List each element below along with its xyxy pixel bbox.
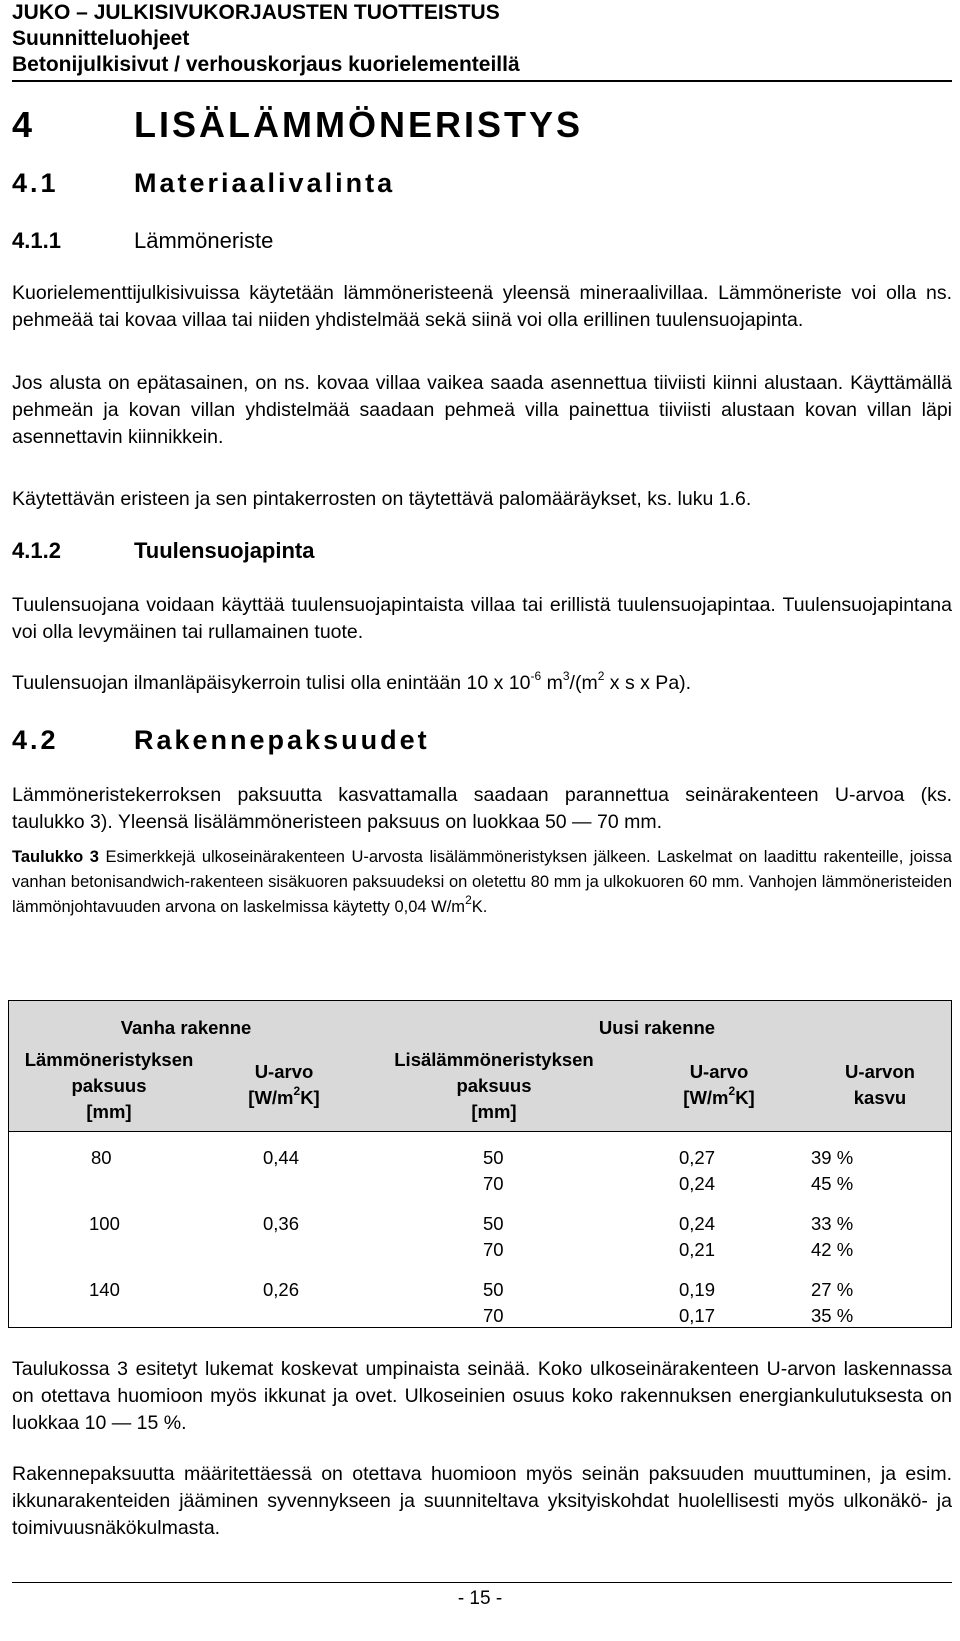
header-divider — [12, 80, 952, 82]
table-cell-new-u: 0,21 — [679, 1239, 716, 1260]
table-cell-added: 70 — [483, 1239, 504, 1260]
section-title: Materiaalivalinta — [134, 168, 396, 198]
table-cell-improvement: 42 % — [811, 1239, 854, 1260]
paragraph-table-notes: Taulukossa 3 esitetyt lukemat koskevat umpinaista seinää. Koko ulkoseinärakenteen U-arvon laskennassa on otettava huomioon myös ikkunat ja ovet. Ulkoseinien osuus koko rakennuksen energiankulutuksesta on luokkaa 10 — 15 %. — [12, 1358, 952, 1434]
table-cell-old-u: 0,26 — [263, 1279, 300, 1300]
table-cell-new-u: 0,24 — [679, 1173, 716, 1194]
section-number: 4.1 — [12, 168, 59, 198]
table-cell-old-u: 0,36 — [263, 1213, 300, 1234]
header-project-title: JUKO – JULKISIVUKORJAUSTEN TUOTTEISTUS — [12, 1, 500, 24]
table-cell-improvement: 35 % — [811, 1305, 854, 1326]
paragraph-uneven-surface: Jos alusta on epätasainen, on ns. kovaa villaa vaikea saada asennettua tiiviisti kiinni alustaan. Käyttämällä pehmeän ja kovan villan yhdistelmää saadaan pehmeä villa painettua tiiviisti alustaan kovan villan läpi asennettavin kiinnikkein. — [12, 372, 952, 448]
chapter-title: LISÄLÄMMÖNERISTYS — [134, 104, 584, 145]
subsection-heading-4-1-1 — [12, 228, 273, 254]
subsection-title: Lämmöneriste — [134, 228, 274, 253]
table-cell-added: 50 — [483, 1213, 504, 1234]
section-title: Rakennepaksuudet — [134, 725, 430, 755]
column-header-old-u-value: U-arvo $[W/m^2K]$ — [248, 1061, 320, 1108]
chapter-heading — [12, 104, 583, 146]
subsection-heading-4-1-2 — [12, 538, 314, 564]
table-cell-new-u: 0,17 — [679, 1305, 716, 1326]
subsection-title: Tuulensuojapinta — [134, 538, 315, 563]
subsection-number: 4.1.1 — [12, 228, 61, 253]
table-cell-added: 70 — [483, 1305, 504, 1326]
paragraph-wind-barrier: Tuulensuojana voidaan käyttää tuulensuojapintaista villaa tai erillistä tuulensuojapintaa. Tuulensuojapintana voi olla levymäinen tai rullamainen tuote. — [12, 594, 952, 643]
section-heading-4-1 — [12, 168, 395, 199]
paragraph-fire-regulations: Käytettävän eristeen ja sen pintakerrosten on täytettävä palomääräykset, ks. luku 1.6. — [12, 488, 752, 510]
section-heading-4-2 — [12, 725, 430, 756]
table-cell-improvement: 45 % — [811, 1173, 854, 1194]
table-cell-new-u: 0,27 — [679, 1147, 716, 1168]
column-header-improvement: U-arvon kasvu — [845, 1061, 915, 1108]
table-cell-added: 50 — [483, 1147, 504, 1168]
table-caption: Taulukko 3 Esimerkkejä ulkoseinärakenteen U-arvosta lisälämmöneristyksen jälkeen. Laskelmat on laadittu rakenteille, joissa vanhan betonisandwich-rakenteen sisäkuoren paksuudeksi on oletettu 80 mm ja ulkokuoren 60 mm. Vanhojen lämmöneristeiden lämmönjohtavuuden arvona on laskelmissa käytetty 0,04 $W/m^2K$. — [12, 848, 952, 916]
section-number: 4.2 — [12, 725, 59, 755]
table-cell-improvement: 39 % — [811, 1147, 854, 1168]
document-header — [12, 0, 952, 78]
table-cell-new-u: 0,19 — [679, 1279, 716, 1300]
chapter-number: 4 — [12, 104, 33, 145]
header-topic: Betonijulkisivut / verhouskorjaus kuorielementeillä — [12, 53, 520, 76]
table-cell-improvement: 33 % — [811, 1213, 854, 1234]
table-cell-improvement: 27 % — [811, 1279, 854, 1300]
table-cell-added: 70 — [483, 1173, 504, 1194]
header-guide-title: Suunnitteluohjeet — [12, 27, 190, 50]
column-header-added-thickness: Lisälämmöneristyksen paksuus [mm] — [394, 1049, 594, 1122]
table-cell-old-thickness: 140 — [89, 1279, 120, 1300]
footer-divider — [12, 1582, 952, 1583]
table-cell-old-u: 0,44 — [263, 1147, 300, 1168]
group-header-old: Vanha rakenne — [120, 1017, 252, 1038]
table-cell-old-thickness: 100 — [89, 1213, 120, 1234]
column-header-old-thickness: Lämmöneristyksen paksuus [mm] — [24, 1049, 194, 1122]
group-header-new: Uusi rakenne — [598, 1017, 716, 1038]
table-cell-old-thickness: 80 — [91, 1147, 112, 1168]
table-cell-added: 50 — [483, 1279, 504, 1300]
u-value-table — [8, 1000, 952, 1328]
page-number: - 15 - — [457, 1588, 503, 1609]
table-cell-new-u: 0,24 — [679, 1213, 716, 1234]
paragraph-structure-thickness: Rakennepaksuutta määritettäessä on otettava huomioon myös seinän paksuuden muuttuminen, ja esim. ikkunarakenteiden jääminen syvennykseen ja suunniteltava yksityiskohdat huolellisesti myös ulkonäkö- ja toimivuusnäkökulmasta. — [12, 1463, 952, 1539]
paragraph-materials: Kuorielementtijulkisivuissa käytetään lämmöneristeenä yleensä mineraalivillaa. Lämmöneriste voi olla ns. pehmeää tai kovaa villaa tai niiden yhdistelmää sekä siinä voi olla erillinen tuulensuojapinta. — [12, 282, 952, 331]
paragraph-thickness: Lämmöneristekerroksen paksuutta kasvattamalla saadaan parannettua seinärakenteen U-arvoa (ks. taulukko 3). Yleensä lisälämmöneristeen paksuus on luokkaa 50 — 70 mm. — [12, 784, 952, 833]
column-header-new-u-value: U-arvo $[W/m^2K]$ — [683, 1061, 755, 1108]
paragraph-air-permeability: Tuulensuojan ilmanläpäisykerroin tulisi olla enintään 10 x $10^{-6}$ $m^3/(m^2$ x s x Pa). — [12, 668, 692, 694]
table-header-divider — [9, 1131, 951, 1132]
subsection-number: 4.1.2 — [12, 538, 61, 563]
